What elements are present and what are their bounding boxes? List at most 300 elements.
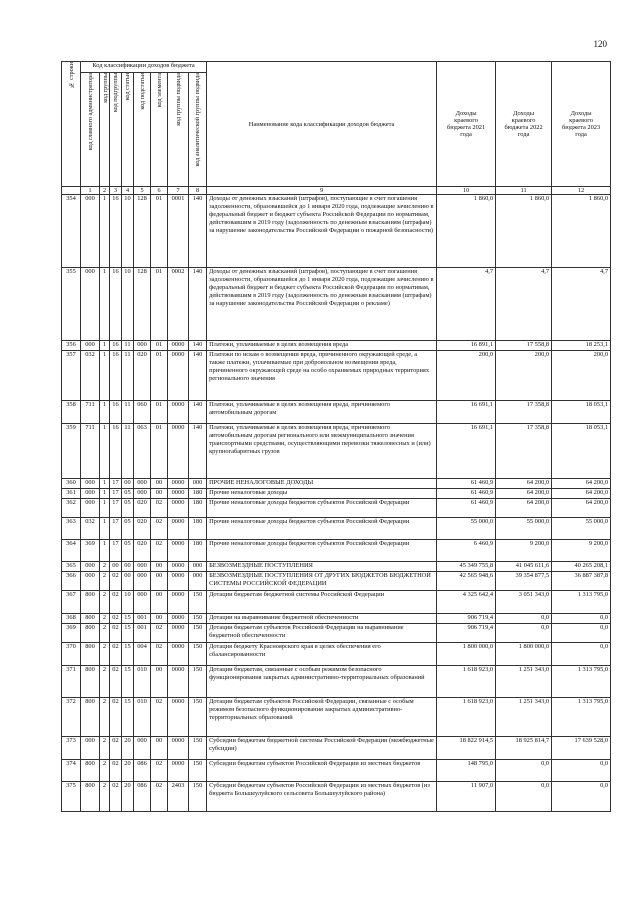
- code-cell: 00: [110, 562, 122, 572]
- code-cell: 2: [100, 562, 110, 572]
- income-name: Дотации бюджетам бюджетной системы Российской Федерации: [207, 591, 437, 614]
- code-cell: 000: [134, 479, 151, 489]
- code-cell: 0000: [168, 614, 189, 624]
- code-cell: 2: [100, 760, 110, 782]
- code-cell: 15: [122, 698, 134, 737]
- value-2021: 11 907,0: [437, 782, 496, 812]
- code-cell: 000: [81, 499, 100, 518]
- code-cell: 02: [110, 614, 122, 624]
- code-cell: 000: [189, 562, 207, 572]
- code-cell: 086: [134, 760, 151, 782]
- code-cell: 10: [122, 591, 134, 614]
- code-cell: 00: [151, 591, 168, 614]
- code-cell: 1: [100, 499, 110, 518]
- code-col-header: код группы подвида: [168, 73, 189, 187]
- value-2022: 200,0: [496, 351, 552, 401]
- code-cell: 800: [81, 698, 100, 737]
- code-cell: 10: [122, 195, 134, 268]
- code-col-header: код главного администратора: [81, 73, 100, 187]
- col-number: 5: [134, 187, 151, 195]
- col-number: 7: [168, 187, 189, 195]
- value-2021: 61 460,9: [437, 489, 496, 499]
- income-name: Доходы от денежных взысканий (штрафов), поступающие в счет погашения задолженности, образовавшейся до 1 января 2020 года, подлежащие зачислению в федеральный бюджет и бюджет субъекта Российской Федерации по нормативам, действовавшим в 2019 году (задолженность по денежным взысканиям (штрафам) за нарушение законодательства Российской Федерации о пожарной безопасности): [207, 195, 437, 268]
- code-cell: 800: [81, 614, 100, 624]
- code-cell: 00: [122, 562, 134, 572]
- code-cell: 02: [151, 499, 168, 518]
- code-cell: 0000: [168, 518, 189, 540]
- income-name: ПРОЧИЕ НЕНАЛОГОВЫЕ ДОХОДЫ: [207, 479, 437, 489]
- code-cell: 0000: [168, 540, 189, 562]
- code-cell: 020: [134, 499, 151, 518]
- code-cell: 15: [122, 666, 134, 698]
- table-row: [62, 591, 611, 614]
- code-cell: 0000: [168, 424, 189, 479]
- code-cell: 0000: [168, 624, 189, 643]
- value-2023: 36 887 387,8: [552, 572, 611, 591]
- row-number: 360: [62, 479, 81, 489]
- code-cell: 0000: [168, 737, 189, 760]
- code-cell: 2: [100, 614, 110, 624]
- code-cell: 000: [81, 195, 100, 268]
- row-number: 367: [62, 591, 81, 614]
- value-2021: 61 460,9: [437, 479, 496, 489]
- value-2022: 9 200,0: [496, 540, 552, 562]
- code-cell: 16: [110, 424, 122, 479]
- code-cell: 140: [189, 268, 207, 341]
- code-cell: 0000: [168, 351, 189, 401]
- code-cell: 800: [81, 643, 100, 666]
- code-col-header: код статьи: [122, 73, 134, 187]
- row-number: 375: [62, 782, 81, 812]
- value-2022: 18 925 814,7: [496, 737, 552, 760]
- table-row: [62, 698, 611, 737]
- row-number: 363: [62, 518, 81, 540]
- value-2023: 64 200,0: [552, 489, 611, 499]
- code-cell: 02: [110, 572, 122, 591]
- value-2021: 1 800 000,0: [437, 643, 496, 666]
- code-cell: 01: [151, 195, 168, 268]
- value-2023: 200,0: [552, 351, 611, 401]
- code-cell: 11: [122, 351, 134, 401]
- code-cell: 010: [134, 698, 151, 737]
- table-row: [62, 572, 611, 591]
- code-cell: 711: [81, 401, 100, 424]
- col-number: 3: [110, 187, 122, 195]
- row-number: 369: [62, 624, 81, 643]
- code-cell: 086: [134, 782, 151, 812]
- code-cell: 000: [134, 572, 151, 591]
- code-cell: 2: [100, 624, 110, 643]
- table-row: [62, 401, 611, 424]
- value-2022: 55 000,0: [496, 518, 552, 540]
- code-cell: 0000: [168, 401, 189, 424]
- value-2023: 64 200,0: [552, 479, 611, 489]
- value-2021: 1 618 923,0: [437, 666, 496, 698]
- col-number: [62, 187, 81, 195]
- code-cell: 0000: [168, 341, 189, 351]
- code-cell: 010: [134, 666, 151, 698]
- code-cell: 17: [110, 540, 122, 562]
- code-cell: 2: [100, 666, 110, 698]
- code-group-header: Код классификации доходов бюджета: [81, 62, 207, 73]
- income-name: Дотации бюджетам субъектов Российской Федерации на выравнивание бюджетной обеспеченности: [207, 624, 437, 643]
- row-number: 370: [62, 643, 81, 666]
- value-2023: 1 860,0: [552, 195, 611, 268]
- code-cell: 150: [189, 737, 207, 760]
- row-number: 368: [62, 614, 81, 624]
- code-cell: 140: [189, 341, 207, 351]
- code-cell: 01: [151, 401, 168, 424]
- year-2021-header: Доходы краевого бюджета 2021 года: [437, 62, 496, 187]
- table-row: [62, 624, 611, 643]
- code-cell: 032: [81, 518, 100, 540]
- code-cell: 140: [189, 351, 207, 401]
- code-cell: 000: [81, 479, 100, 489]
- value-2023: 0,0: [552, 782, 611, 812]
- income-name: Субсидии бюджетам субъектов Российской Федерации из местных бюджетов: [207, 760, 437, 782]
- value-2021: 61 460,9: [437, 499, 496, 518]
- code-cell: 2403: [168, 782, 189, 812]
- code-cell: 00: [151, 737, 168, 760]
- row-number: 362: [62, 499, 81, 518]
- code-cell: 020: [134, 351, 151, 401]
- code-cell: 000: [134, 737, 151, 760]
- value-2023: 18 253,1: [552, 341, 611, 351]
- code-cell: 00: [151, 489, 168, 499]
- code-cell: 05: [122, 499, 134, 518]
- code-cell: 001: [134, 614, 151, 624]
- value-2021: 906 719,4: [437, 624, 496, 643]
- code-cell: 01: [151, 268, 168, 341]
- row-number: 364: [62, 540, 81, 562]
- code-cell: 00: [151, 666, 168, 698]
- code-cell: 2: [100, 572, 110, 591]
- code-cell: 00: [122, 572, 134, 591]
- code-cell: 16: [110, 341, 122, 351]
- code-cell: 2: [100, 782, 110, 812]
- row-number: 356: [62, 341, 81, 351]
- table-row: [62, 760, 611, 782]
- value-2022: 17 358,8: [496, 424, 552, 479]
- code-cell: 0000: [168, 489, 189, 499]
- code-cell: 2: [100, 698, 110, 737]
- value-2023: 18 053,1: [552, 424, 611, 479]
- code-cell: 150: [189, 624, 207, 643]
- value-2022: 64 200,0: [496, 499, 552, 518]
- col-number: 4: [122, 187, 134, 195]
- code-cell: 180: [189, 540, 207, 562]
- row-number: 355: [62, 268, 81, 341]
- code-cell: 1: [100, 479, 110, 489]
- value-2021: 1 860,0: [437, 195, 496, 268]
- table-row: [62, 479, 611, 489]
- code-cell: 0000: [168, 572, 189, 591]
- code-cell: 140: [189, 195, 207, 268]
- code-cell: 02: [110, 666, 122, 698]
- income-name: Платежи по искам о возмещении вреда, причиненного окружающей среде, а также платежи, уплачиваемые при добровольном возмещении вреда, причиненного окружающей среде на особо охраняемых природных территориях регионального значения: [207, 351, 437, 401]
- code-col-header: код подстатьи: [134, 73, 151, 187]
- code-cell: 15: [122, 614, 134, 624]
- code-cell: 0000: [168, 643, 189, 666]
- table-row: [62, 499, 611, 518]
- value-2022: 41 045 611,6: [496, 562, 552, 572]
- code-cell: 16: [110, 195, 122, 268]
- code-cell: 02: [151, 624, 168, 643]
- code-cell: 150: [189, 591, 207, 614]
- code-cell: 128: [134, 195, 151, 268]
- code-cell: 004: [134, 643, 151, 666]
- value-2023: 18 053,1: [552, 401, 611, 424]
- income-name: Доходы от денежных взысканий (штрафов), поступающие в счет погашения задолженности, образовавшейся до 1 января 2020 года, подлежащие зачислению в федеральный бюджет и бюджет субъекта Российской Федерации по нормативам, действовавшим в 2019 году (задолженность по денежным взысканиям (штрафам) за нарушение законодательства Российской Федерации о рекламе): [207, 268, 437, 341]
- value-2023: 40 265 208,1: [552, 562, 611, 572]
- table-row: [62, 518, 611, 540]
- code-cell: 000: [81, 737, 100, 760]
- code-cell: 020: [134, 540, 151, 562]
- row-number: 357: [62, 351, 81, 401]
- code-cell: 00: [151, 614, 168, 624]
- code-cell: 02: [151, 518, 168, 540]
- income-name: Дотации бюджетам субъектов Российской Федерации, связанные с особым режимом безопасного функционирования закрытых административно-территориальных образований: [207, 698, 437, 737]
- value-2021: 16 691,1: [437, 401, 496, 424]
- value-2021: 4,7: [437, 268, 496, 341]
- code-cell: 0000: [168, 499, 189, 518]
- value-2021: 906 719,4: [437, 614, 496, 624]
- value-2021: 42 565 948,6: [437, 572, 496, 591]
- value-2023: 9 200,0: [552, 540, 611, 562]
- code-cell: 800: [81, 782, 100, 812]
- value-2021: 4 325 642,4: [437, 591, 496, 614]
- income-name: Платежи, уплачиваемые в целях возмещения вреда, причиняемого автомобильным дорогам регионального или межмуниципального значения транспортными средствами, осуществляющими перевозки тяжеловесных и (или) крупногабаритных грузов: [207, 424, 437, 479]
- code-cell: 02: [110, 643, 122, 666]
- income-name: Субсидии бюджетам субъектов Российской Федерации из местных бюджетов (из бюджета Большеулуйского сельсовета Большеулуйского района): [207, 782, 437, 812]
- code-cell: 000: [81, 341, 100, 351]
- code-cell: 140: [189, 401, 207, 424]
- code-cell: 16: [110, 268, 122, 341]
- value-2022: 39 354 877,5: [496, 572, 552, 591]
- code-col-header: код группы: [100, 73, 110, 187]
- code-cell: 150: [189, 698, 207, 737]
- row-number: 372: [62, 698, 81, 737]
- code-cell: 000: [81, 268, 100, 341]
- value-2022: 17 558,8: [496, 341, 552, 351]
- code-cell: 01: [151, 424, 168, 479]
- value-2022: 64 200,0: [496, 489, 552, 499]
- value-2021: 45 349 755,8: [437, 562, 496, 572]
- code-cell: 11: [122, 424, 134, 479]
- code-cell: 000: [134, 341, 151, 351]
- value-2022: 4,7: [496, 268, 552, 341]
- value-2021: 6 460,9: [437, 540, 496, 562]
- code-cell: 800: [81, 760, 100, 782]
- table-row: [62, 782, 611, 812]
- code-cell: 1: [100, 518, 110, 540]
- code-cell: 02: [110, 624, 122, 643]
- code-cell: 10: [122, 268, 134, 341]
- value-2021: 16 691,1: [437, 424, 496, 479]
- value-2022: 0,0: [496, 624, 552, 643]
- code-cell: 150: [189, 643, 207, 666]
- page-number: 120: [593, 39, 607, 49]
- value-2021: 16 891,1: [437, 341, 496, 351]
- code-cell: 1: [100, 351, 110, 401]
- table-row: [62, 737, 611, 760]
- table-row: [62, 614, 611, 624]
- code-col-header: код аналитической группы подвида: [189, 73, 207, 187]
- code-cell: 020: [134, 518, 151, 540]
- code-cell: 711: [81, 424, 100, 479]
- code-cell: 1: [100, 341, 110, 351]
- value-2023: 4,7: [552, 268, 611, 341]
- code-cell: 20: [122, 737, 134, 760]
- code-cell: 02: [110, 782, 122, 812]
- code-cell: 000: [189, 572, 207, 591]
- code-cell: 000: [81, 572, 100, 591]
- code-cell: 05: [122, 518, 134, 540]
- code-cell: 0000: [168, 562, 189, 572]
- row-number: 365: [62, 562, 81, 572]
- row-no-header: № строки: [62, 62, 81, 187]
- code-cell: 800: [81, 666, 100, 698]
- value-2022: 0,0: [496, 760, 552, 782]
- code-cell: 063: [134, 424, 151, 479]
- value-2022: 0,0: [496, 782, 552, 812]
- code-cell: 128: [134, 268, 151, 341]
- code-cell: 0000: [168, 591, 189, 614]
- code-cell: 02: [151, 698, 168, 737]
- code-cell: 00: [151, 572, 168, 591]
- code-cell: 800: [81, 624, 100, 643]
- code-cell: 150: [189, 666, 207, 698]
- code-cell: 0001: [168, 195, 189, 268]
- table-row: [62, 666, 611, 698]
- code-cell: 0000: [168, 479, 189, 489]
- value-2023: 55 000,0: [552, 518, 611, 540]
- code-cell: 00: [122, 479, 134, 489]
- code-col-header: код подгруппы: [110, 73, 122, 187]
- code-cell: 16: [110, 401, 122, 424]
- value-2022: 64 200,0: [496, 479, 552, 489]
- col-number: 10: [437, 187, 496, 195]
- value-2021: 55 000,0: [437, 518, 496, 540]
- code-cell: 1: [100, 424, 110, 479]
- row-number: 361: [62, 489, 81, 499]
- code-cell: 16: [110, 351, 122, 401]
- row-number: 374: [62, 760, 81, 782]
- code-cell: 01: [151, 351, 168, 401]
- revenue-table: [61, 61, 611, 812]
- income-name: Прочие неналоговые доходы бюджетов субъектов Российской Федерации: [207, 499, 437, 518]
- table-row: [62, 540, 611, 562]
- table-row: [62, 268, 611, 341]
- code-cell: 02: [151, 643, 168, 666]
- code-cell: 02: [151, 782, 168, 812]
- code-cell: 1: [100, 540, 110, 562]
- value-2023: 0,0: [552, 614, 611, 624]
- col-number: 11: [496, 187, 552, 195]
- table-row: [62, 489, 611, 499]
- code-cell: 0002: [168, 268, 189, 341]
- code-cell: 20: [122, 760, 134, 782]
- table-row: [62, 351, 611, 401]
- code-cell: 17: [110, 489, 122, 499]
- code-cell: 180: [189, 499, 207, 518]
- code-cell: 180: [189, 518, 207, 540]
- code-cell: 15: [122, 643, 134, 666]
- row-number: 359: [62, 424, 81, 479]
- code-cell: 02: [110, 760, 122, 782]
- code-cell: 001: [134, 624, 151, 643]
- col-number: 1: [81, 187, 100, 195]
- code-cell: 17: [110, 479, 122, 489]
- income-name: Платежи, уплачиваемые в целях возмещения вреда: [207, 341, 437, 351]
- code-cell: 00: [151, 562, 168, 572]
- value-2023: 0,0: [552, 643, 611, 666]
- code-cell: 032: [81, 351, 100, 401]
- code-cell: 05: [122, 489, 134, 499]
- row-number: 371: [62, 666, 81, 698]
- code-cell: 2: [100, 737, 110, 760]
- income-name: БЕЗВОЗМЕЗДНЫЕ ПОСТУПЛЕНИЯ ОТ ДРУГИХ БЮДЖЕТОВ БЮДЖЕТНОЙ СИСТЕМЫ РОССИЙСКОЙ ФЕДЕРАЦИИ: [207, 572, 437, 591]
- value-2021: 18 822 914,5: [437, 737, 496, 760]
- table-row: [62, 341, 611, 351]
- code-cell: 20: [122, 782, 134, 812]
- code-cell: 1: [100, 268, 110, 341]
- code-cell: 060: [134, 401, 151, 424]
- code-cell: 000: [81, 562, 100, 572]
- code-cell: 02: [151, 540, 168, 562]
- value-2021: 200,0: [437, 351, 496, 401]
- value-2023: 1 313 795,0: [552, 666, 611, 698]
- code-cell: 01: [151, 341, 168, 351]
- code-cell: 0000: [168, 666, 189, 698]
- income-name: БЕЗВОЗМЕЗДНЫЕ ПОСТУПЛЕНИЯ: [207, 562, 437, 572]
- code-cell: 15: [122, 624, 134, 643]
- value-2022: 1 251 343,0: [496, 666, 552, 698]
- code-cell: 150: [189, 760, 207, 782]
- value-2023: 17 639 528,0: [552, 737, 611, 760]
- name-header: Наименование кода классификации доходов бюджета: [207, 62, 437, 187]
- value-2022: 1 251 343,0: [496, 698, 552, 737]
- code-cell: 000: [134, 489, 151, 499]
- income-name: Платежи, уплачиваемые в целях возмещения вреда, причиняемого автомобильным дорогам: [207, 401, 437, 424]
- table-row: [62, 562, 611, 572]
- row-number: 373: [62, 737, 81, 760]
- value-2022: 3 051 343,0: [496, 591, 552, 614]
- year-2022-header: Доходы краевого бюджета 2022 года: [496, 62, 552, 187]
- value-2023: 0,0: [552, 760, 611, 782]
- code-cell: 150: [189, 614, 207, 624]
- row-number: 358: [62, 401, 81, 424]
- code-cell: 150: [189, 782, 207, 812]
- income-name: Дотации на выравнивание бюджетной обеспеченности: [207, 614, 437, 624]
- income-name: Дотация бюджету Красноярского края в целях обеспечения его сбалансированности: [207, 643, 437, 666]
- code-cell: 0000: [168, 760, 189, 782]
- code-cell: 02: [110, 698, 122, 737]
- code-cell: 000: [134, 591, 151, 614]
- value-2022: 17 358,8: [496, 401, 552, 424]
- income-name: Субсидии бюджетам бюджетной системы Российской Федерации (межбюджетные субсидии): [207, 737, 437, 760]
- code-cell: 369: [81, 540, 100, 562]
- income-name: Прочие неналоговые доходы бюджетов субъектов Российской Федерации: [207, 540, 437, 562]
- code-cell: 000: [189, 479, 207, 489]
- code-cell: 140: [189, 424, 207, 479]
- code-cell: 02: [110, 737, 122, 760]
- table-row: [62, 195, 611, 268]
- row-number: 366: [62, 572, 81, 591]
- code-cell: 000: [134, 562, 151, 572]
- value-2023: 0,0: [552, 624, 611, 643]
- code-cell: 180: [189, 489, 207, 499]
